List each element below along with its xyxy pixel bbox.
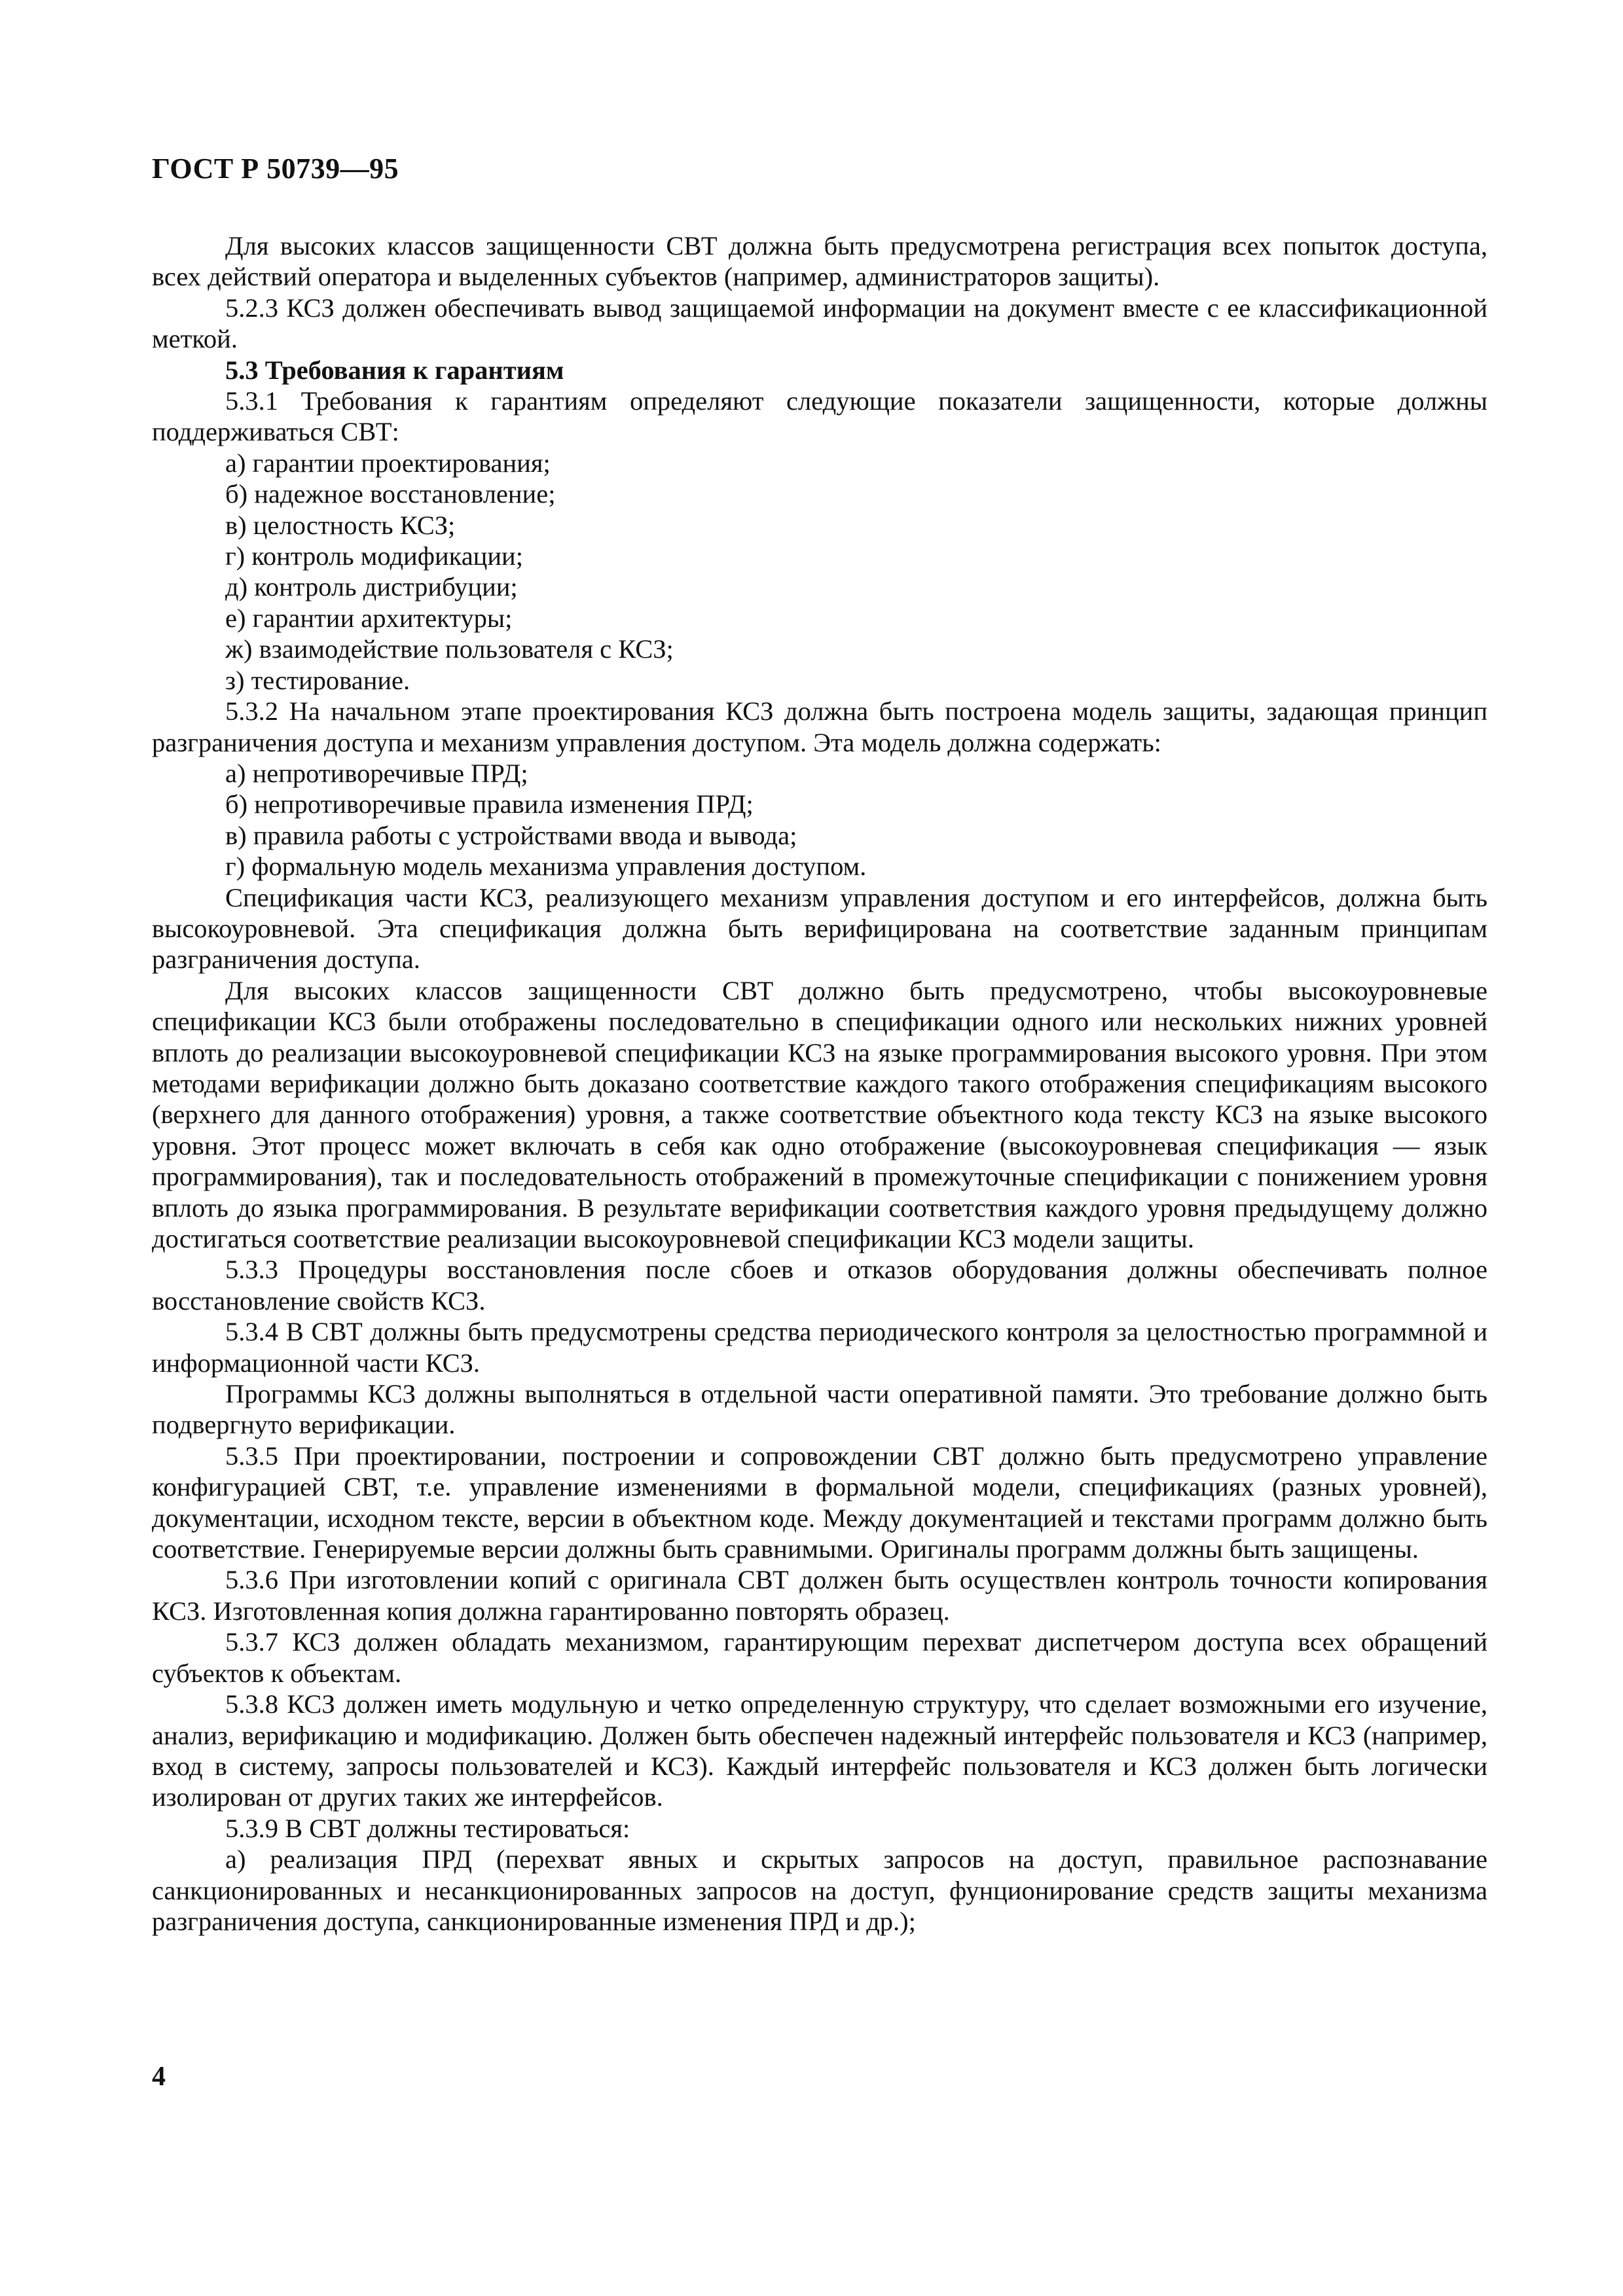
list-item: г) формальную модель механизма управления доступом. [225, 852, 867, 882]
paragraph-5-3-6: 5.3.6 При изготовлении копий с оригинала СВТ должен быть осуществлен контроль точности копирования КСЗ. Изготовленная копия должна гарантированно повторять образец. [152, 1565, 1487, 1626]
list-item: з) тестирование. [225, 665, 410, 695]
list-5-3-2 [152, 758, 1487, 882]
list-item: б) надежное восстановление; [225, 479, 556, 509]
paragraph-5-3-7: 5.3.7 КСЗ должен обладать механизмом, гарантирующим перехват диспетчером доступа всех обращений субъектов к объектам. [152, 1627, 1487, 1688]
page-number: 4 [152, 2062, 166, 2092]
list-item: е) гарантии архитектуры; [225, 603, 513, 633]
list-item: д) контроль дистрибуции; [225, 572, 518, 602]
list-item: б) непротиворечивые правила изменения ПРД; [225, 789, 754, 819]
paragraph-5-3-5: 5.3.5 При проектировании, построении и сопровождении СВТ должно быть предусмотрено управление конфигурацией СВТ, т.е. управление изменениями в формальной модели, спецификациях (разных уровней), документации, исходном тексте, версии в объектном коде. Между документацией и текстами программ должно быть соответствие. Генерируемые версии должны быть сравнимыми. Оригиналы программ должны быть защищены. [152, 1441, 1487, 1564]
list-item: ж) взаимодействие пользователя с КСЗ; [225, 634, 674, 664]
paragraph-5-3-1: 5.3.1 Требования к гарантиям определяют следующие показатели защищенности, которые должны поддерживаться СВТ: [152, 386, 1487, 447]
document-body [152, 230, 1487, 1937]
list-item: а) непротиворечивые ПРД; [225, 758, 528, 788]
list-item: г) контроль модификации; [225, 541, 523, 571]
paragraph-5-3-8: 5.3.8 КСЗ должен иметь модульную и четко определенную структуру, что сделает возможными его изучение, анализ, верификацию и модификацию. Должен быть обеспечен надежный интерфейс пользователя и КСЗ (например, вход в систему, запросы пользователей и КСЗ). Каждый интерфейс пользователя и КСЗ должен быть логически изолирован от других таких же интерфейсов. [152, 1689, 1487, 1812]
paragraph-high-classes-mapping: Для высоких классов защищенности СВТ должно быть предусмотрено, чтобы высокоуровневые спецификации КСЗ были отображены последовательно в спецификации одного или нескольких нижних уровней вплоть до реализации высокоуровневой спецификации КСЗ на языке программирования высокого уровня. При этом методами верификации должно быть доказано соответствие каждого такого отображения спецификациям высокого (верхнего для данного отображения) уровня, а также соответствие объектного кода тексту КСЗ на языке высокого уровня. Этот процесс может включать в себя как одно отображение (высокоуровневая спецификация — язык программирования), так и последовательность отображений в промежуточные спецификации с понижением уровня вплоть до языка программирования. В результате верификации соответствия каждого уровня предыдущему должно достигаться соответствие реализации высокоуровневой спецификации КСЗ модели защиты. [152, 975, 1487, 1253]
paragraph-5-3-2: 5.3.2 На начальном этапе проектирования КСЗ должна быть построена модель защиты, задающая принцип разграничения доступа и механизм управления доступом. Эта модель должна содержать: [152, 696, 1487, 757]
paragraph-high-classes-registration: Для высоких классов защищенности СВТ должна быть предусмотрена регистрация всех попыток доступа, всех действий оператора и выделенных субъектов (например, администраторов защиты). [152, 231, 1487, 292]
section-heading-5-3: 5.3 Требования к гарантиям [225, 355, 564, 385]
list-item: в) правила работы с устройствами ввода и вывода; [225, 820, 797, 850]
list-5-3-1 [152, 448, 1487, 696]
paragraph-specification: Спецификация части КСЗ, реализующего механизм управления доступом и его интерфейсов, должна быть высокоуровневой. Эта спецификация должна быть верифицирована на соответствие заданным принципам разграничения доступа. [152, 882, 1487, 975]
paragraph-5-3-3: 5.3.3 Процедуры восстановления после сбоев и отказов оборудования должны обеспечивать полное восстановление свойств КСЗ. [152, 1255, 1487, 1316]
paragraph-5-3-9: 5.3.9 В СВТ должны тестироваться: [225, 1813, 630, 1843]
paragraph-5-3-4: 5.3.4 В СВТ должны быть предусмотрены средства периодического контроля за целостностью программной и информационной части КСЗ. [152, 1317, 1487, 1378]
document-page [152, 0, 1487, 2296]
paragraph-5-2-3: 5.2.3 КСЗ должен обеспечивать вывод защищаемой информации на документ вместе с ее классификационной меткой. [152, 293, 1487, 354]
list-item: в) целостность КСЗ; [225, 510, 456, 540]
paragraph-programs-memory: Программы КСЗ должны выполняться в отдельной части оперативной памяти. Это требование должно быть подвергнуто верификации. [152, 1379, 1487, 1440]
document-header: ГОСТ Р 50739—95 [152, 152, 399, 185]
paragraph-5-3-9-a: а) реализация ПРД (перехват явных и скрытых запросов на доступ, правильное распознавание санкционированных и несанкционированных запросов на доступ, фунционирование средств защиты механизма разграничения доступа, санкционированные изменения ПРД и др.); [152, 1844, 1487, 1936]
list-item: а) гарантии проектирования; [225, 448, 551, 478]
